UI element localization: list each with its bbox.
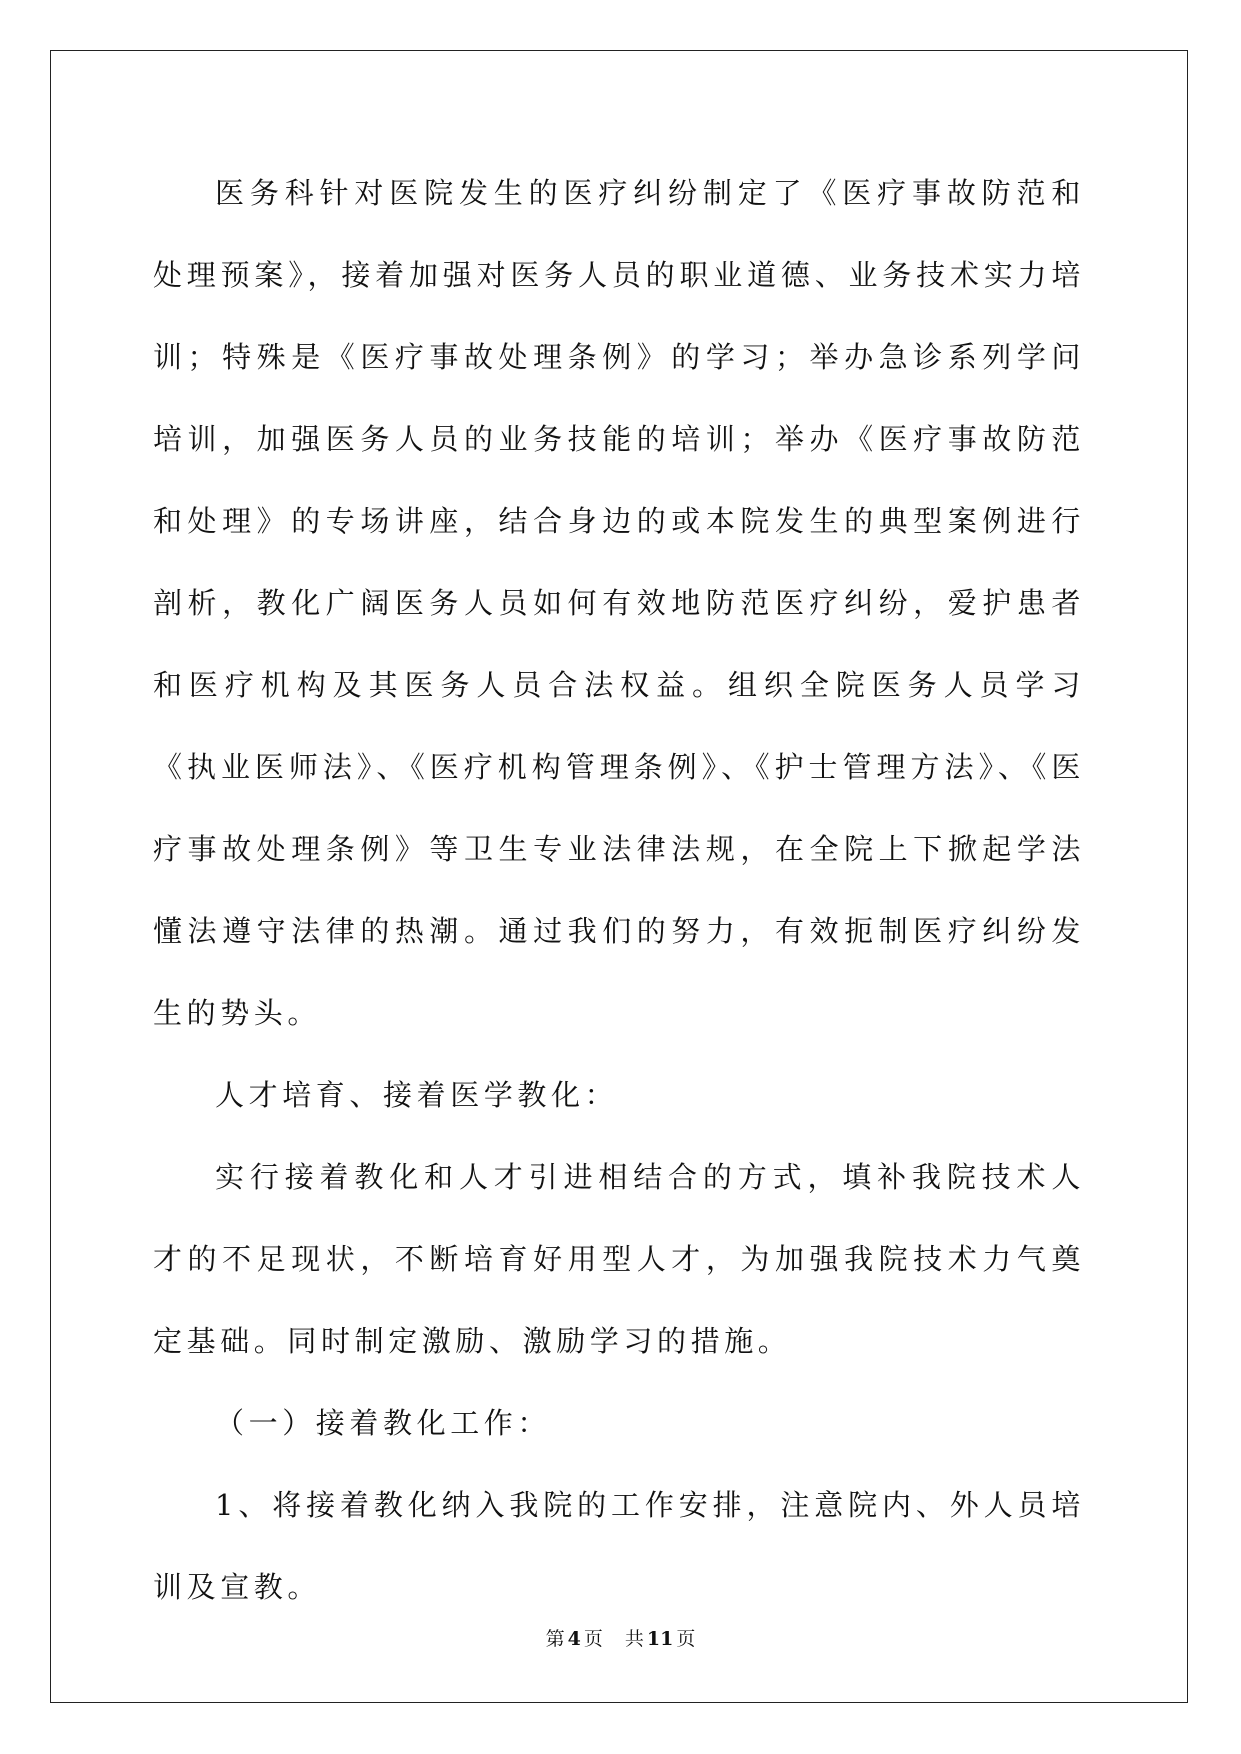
paragraph-education-item-1: 1、将接着教化纳入我院的工作安排，注意院内、外人员培训及宣教。 xyxy=(153,1488,1085,1604)
page-suffix: 页 xyxy=(583,1628,603,1650)
page-footer xyxy=(0,1624,1241,1651)
page-prefix: 第 xyxy=(545,1628,565,1650)
document-body xyxy=(153,152,1085,1628)
total-suffix: 页 xyxy=(676,1628,696,1650)
paragraph-talent-method: 实行接着教化和人才引进相结合的方式，填补我院技术人才的不足现状，不断培育好用型人才，为加强我院技术力气奠定基础。同时制定激励、激励学习的措施。 xyxy=(153,1160,1085,1358)
page-current: 4 xyxy=(567,1628,581,1650)
subheading-continuing-education: （一）接着教化工作： xyxy=(215,1406,552,1440)
page-total: 11 xyxy=(646,1628,674,1650)
paragraph-medical-dispute: 医务科针对医院发生的医疗纠纷制定了《医疗事故防范和处理预案》，接着加强对医务人员的职业道德、业务技术实力培训；特殊是《医疗事故处理条例》的学习；举办急诊系列学问培训，加强医务人员的业务技能的培训；举办《医疗事故防范和处理》的专场讲座，结合身边的或本院发生的典型案例进行剖析，教化广阔医务人员如何有效地防范医疗纠纷，爱护患者和医疗机构及其医务人员合法权益。组织全院医务人员学习《执业医师法》、《医疗机构管理条例》、《护士管理方法》、《医疗事故处理条例》等卫生专业法律法规，在全院上下掀起学法懂法遵守法律的热潮。通过我们的努力，有效扼制医疗纠纷发生的势头。 xyxy=(153,176,1085,1030)
total-prefix: 共 xyxy=(624,1628,644,1650)
heading-talent-training: 人才培育、接着医学教化： xyxy=(215,1078,619,1112)
